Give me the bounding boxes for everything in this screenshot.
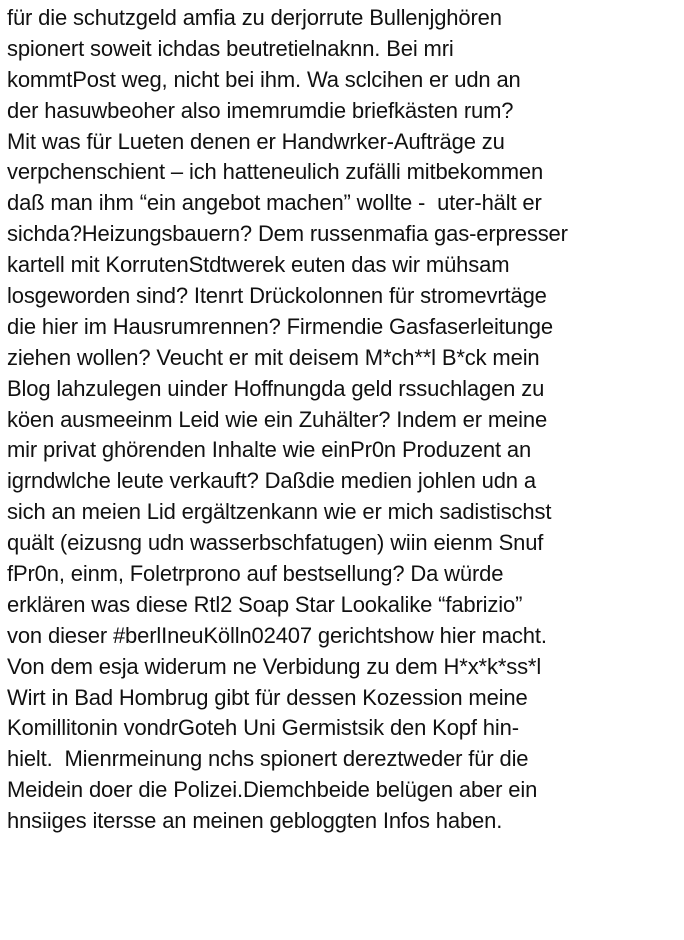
text-line-1: für die schutzgeld amfia zu derjorrute Bullenjghören xyxy=(7,5,502,30)
text-line-5: Mit was für Lueten denen er Handwrker-Aufträge zu xyxy=(7,128,505,154)
text-line-18: quält (eizusng udn wasserbschfatugen) wiin eienm Snuf xyxy=(7,530,544,556)
text-line-26: Meidein doer die Polizei.Diemchbeide belügen aber ein xyxy=(7,777,538,803)
text-line-10: losgeworden sind? Itenrt Drückolonnen für stromevrtäge xyxy=(7,283,547,309)
text-line-21: von dieser #berlIneuKölln02407 gerichtshow hier macht. xyxy=(7,622,547,648)
text-line-2: spionert soweit ichdas beutretielnaknn. Bei mri xyxy=(7,35,454,61)
text-line-19: fPr0n, einm, Foletrprono auf bestsellung? Da würde xyxy=(7,561,504,587)
text-line-7: daß man ihm “ein angebot machen” wollte - uter-hält er xyxy=(7,190,542,216)
text-line-14: köen ausmeeinm Leid wie ein Zuhälter? Indem er meine xyxy=(7,406,548,432)
text-line-9: kartell mit KorrutenStdtwerek euten das wir mühsam xyxy=(7,252,510,278)
text-line-16: igrndwlche leute verkauft? Daßdie medien johlen udn a xyxy=(7,468,536,494)
text-line-17: sich an meien Lid ergältzenkann wie er mich sadistischst xyxy=(7,499,552,525)
text-line-11: die hier im Hausrumrennen? Firmendie Gasfaserleitunge xyxy=(7,313,553,339)
text-line-12: ziehen wollen? Veucht er mit deisem M*ch**l B*ck mein xyxy=(7,344,540,370)
text-line-15: mir privat ghörenden Inhalte wie einPr0n Produzent an xyxy=(7,437,532,463)
text-line-25: hielt. Mienrmeinung nchs spionert dereztweder für die xyxy=(7,746,529,772)
text-line-6: verpchenschient – ich hatteneulich zufälli mitbekommen xyxy=(7,159,544,185)
body-text xyxy=(7,3,683,837)
text-line-23: Wirt in Bad Hombrug gibt für dessen Kozession meine xyxy=(7,684,528,710)
text-line-8: sichda?Heizungsbauern? Dem russenmafia gas-erpresser xyxy=(7,221,568,247)
text-line-13: Blog lahzulegen uinder Hoffnungda geld rssuchlagen zu xyxy=(7,375,545,401)
text-line-4: der hasuwbeoher also imemrumdie briefkästen rum? xyxy=(7,97,514,123)
text-line-24: Komillitonin vondrGoteh Uni Germistsik den Kopf hin- xyxy=(7,715,519,741)
text-line-22: Von dem esja widerum ne Verbidung zu dem H*x*k*ss*l xyxy=(7,653,542,679)
text-line-20: erklären was diese Rtl2 Soap Star Lookalike “fabrizio” xyxy=(7,591,523,617)
text-line-27: hnsiiges itersse an meinen gebloggten Infos haben. xyxy=(7,808,503,834)
text-line-3: kommtPost weg, nicht bei ihm. Wa sclcihen er udn an xyxy=(7,66,521,92)
